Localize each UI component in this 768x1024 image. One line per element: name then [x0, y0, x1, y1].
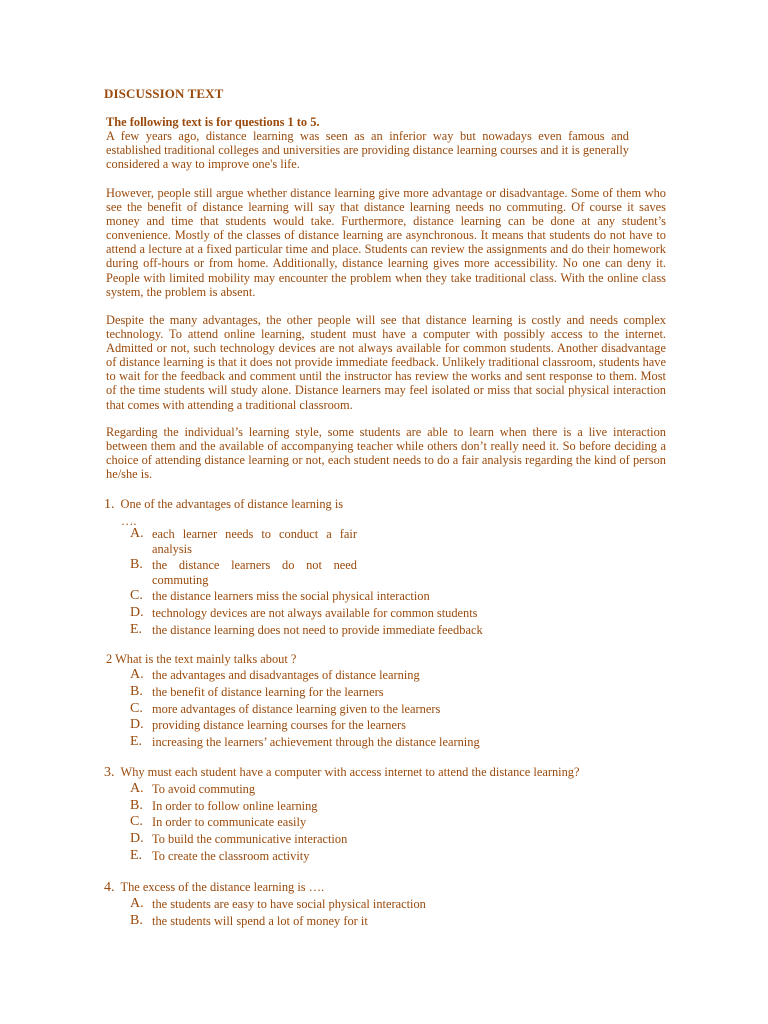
question-1-option-d[interactable]	[130, 606, 478, 621]
option-letter: D.	[130, 717, 144, 732]
question-4-option-b[interactable]	[130, 914, 368, 929]
question-1-option-e[interactable]	[130, 623, 483, 638]
option-text: increasing the learners’ achievement through the distance learning	[152, 735, 480, 749]
option-text: the benefit of distance learning for the learners	[152, 685, 384, 699]
option-text: the students are easy to have social physical interaction	[152, 897, 426, 911]
document-heading: DISCUSSION TEXT	[104, 86, 224, 101]
option-text: more advantages of distance learning given to the learners	[152, 702, 441, 716]
question-4-option-a[interactable]	[130, 897, 426, 912]
question-2-option-c[interactable]	[130, 702, 440, 717]
option-letter: B.	[130, 798, 143, 813]
question-2-option-a[interactable]	[130, 668, 420, 683]
question-3-text: Why must each student have a computer with access internet to attend the distance learning?	[120, 765, 580, 779]
question-3-option-e[interactable]	[130, 849, 309, 864]
question-1	[104, 497, 343, 512]
question-2	[106, 652, 296, 666]
option-letter: E.	[130, 622, 143, 637]
question-2-option-b[interactable]	[130, 685, 384, 700]
option-text: the students will spend a lot of money for it	[152, 914, 368, 928]
option-letter: A.	[130, 526, 144, 541]
option-text: the distance learners do not need commuting	[152, 558, 357, 587]
option-letter: C.	[130, 588, 143, 603]
question-2-option-e[interactable]	[130, 735, 480, 750]
paragraph-4: Regarding the individual’s learning style, some students are able to learn when there is a live interaction between them and the available of accompanying teacher while others don’t really need it. So before deciding a choice of attending distance learning or not, each student needs to do a fair analysis regarding the kind of person he/she is.	[106, 425, 666, 482]
question-1-number: 1.	[104, 497, 115, 512]
option-text: In order to follow online learning	[152, 799, 318, 813]
intro-label: The following text is for questions 1 to 5.	[106, 115, 320, 129]
option-text: To avoid commuting	[152, 782, 256, 796]
paragraph-1	[106, 115, 629, 171]
option-text: the distance learning does not need to provide immediate feedback	[152, 623, 483, 637]
question-2-text: 2 What is the text mainly talks about ?	[106, 652, 297, 666]
question-3	[104, 765, 579, 780]
option-letter: E.	[130, 848, 143, 863]
question-4	[104, 880, 324, 895]
option-letter: C.	[130, 701, 143, 716]
option-letter: A.	[130, 781, 144, 796]
question-4-text: The excess of the distance learning is ….	[120, 880, 325, 894]
question-3-number: 3.	[104, 765, 115, 780]
option-text: In order to communicate easily	[152, 815, 307, 829]
question-1-option-a[interactable]	[130, 527, 357, 556]
option-letter: D.	[130, 605, 144, 620]
option-text: technology devices are not always available for common students	[152, 606, 478, 620]
question-3-option-d[interactable]	[130, 832, 347, 847]
question-1-text: One of the advantages of distance learning is	[120, 497, 344, 511]
option-letter: D.	[130, 831, 144, 846]
paragraph-2: However, people still argue whether distance learning give more advantage or disadvantage. Some of them who see the benefit of distance learning will say that distance learning needs no commuting. Of course it saves money and time that students would take. Furthermore, distance learning can be done at any student’s convenience. Mostly of the classes of distance learning are asynchronous. It means that students do not have to attend a lecture at a fixed particular time and place. Students can review the assignments and do their homework during off-hours or from home. Additionally, distance learning gives more accessibility. No one can deny it. People with limited mobility may encounter the problem when they take traditional class. With the online class system, the problem is absent.	[106, 186, 666, 299]
option-letter: C.	[130, 814, 143, 829]
option-text: To create the classroom activity	[152, 849, 310, 863]
option-text: To build the communicative interaction	[152, 832, 348, 846]
option-letter: B.	[130, 557, 143, 572]
question-2-option-d[interactable]	[130, 718, 406, 733]
option-text: the advantages and disadvantages of distance learning	[152, 668, 420, 682]
option-letter: B.	[130, 684, 143, 699]
option-letter: E.	[130, 734, 143, 749]
question-1-continuation: ….	[121, 514, 137, 528]
question-3-option-b[interactable]	[130, 799, 318, 814]
option-letter: B.	[130, 913, 143, 928]
question-3-option-c[interactable]	[130, 815, 306, 830]
question-3-option-a[interactable]	[130, 782, 255, 797]
option-letter: A.	[130, 667, 144, 682]
question-1-option-b[interactable]	[130, 558, 357, 587]
question-4-number: 4.	[104, 880, 115, 895]
paragraph-1-text: A few years ago, distance learning was seen as an inferior way but nowadays even famous and established traditional colleges and universities are providing distance learning courses and it is generally considered a way to improve one's life.	[106, 129, 629, 172]
option-letter: A.	[130, 896, 144, 911]
option-text: each learner needs to conduct a fair analysis	[152, 527, 357, 556]
option-text: the distance learners miss the social physical interaction	[152, 589, 430, 603]
option-text: providing distance learning courses for the learners	[152, 718, 406, 732]
question-1-option-c[interactable]	[130, 589, 430, 604]
paragraph-3: Despite the many advantages, the other people will see that distance learning is costly and needs complex technology. To attend online learning, student must have a computer with possibly access to the internet. Admitted or not, such technology devices are not always available for common students. Another disadvantage of distance learning is that it does not provide immediate feedback. Unlikely traditional classroom, students have to wait for the feedback and comment until the instructor has review the works and sent response to them. Most of the time students will study alone. Distance learners may feel isolated or miss that social physical interaction that comes with attending a traditional classroom.	[106, 313, 666, 412]
